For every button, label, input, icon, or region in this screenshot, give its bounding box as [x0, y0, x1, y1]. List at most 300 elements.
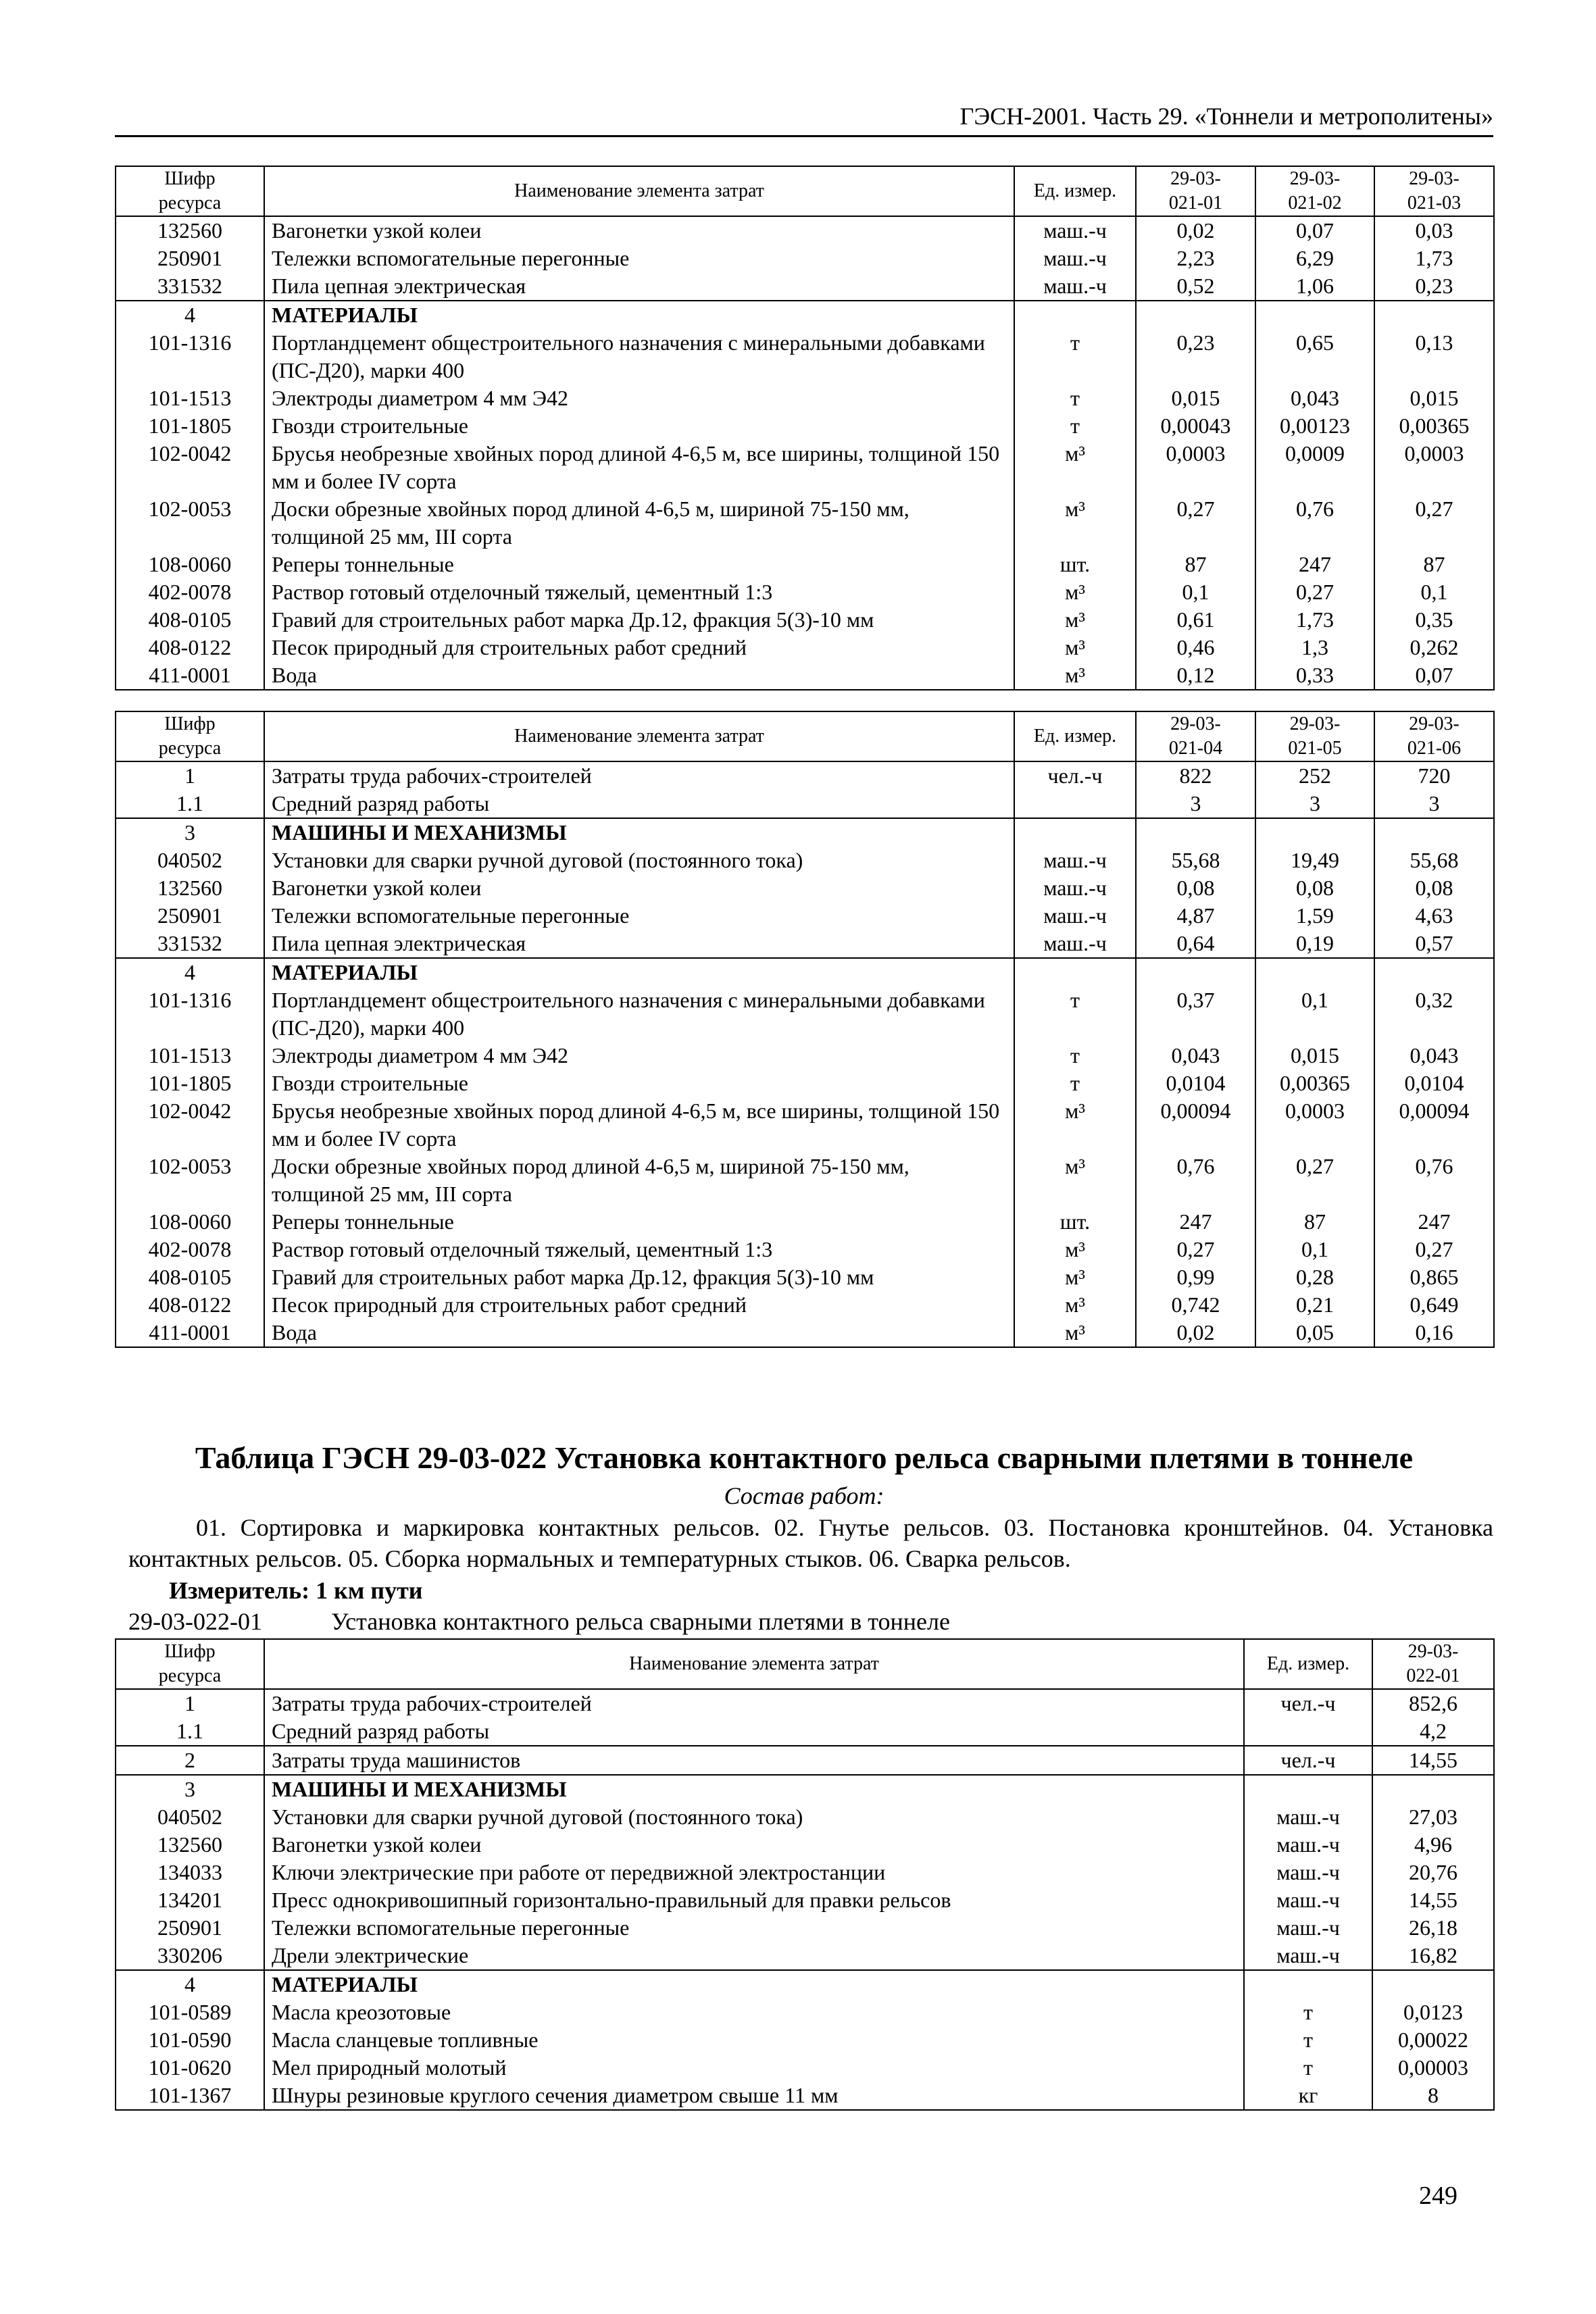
table-row — [116, 1263, 1494, 1291]
table-row — [116, 1998, 1494, 2026]
cost-element-name-cell: Установки для сварки ручной дуговой (постоянного тока) — [264, 1803, 1244, 1831]
unit-cell — [1244, 1775, 1372, 1803]
resource-code-cell: 408-0122 — [116, 634, 264, 661]
unit-cell: маш.-ч — [1014, 245, 1136, 272]
norm-value-cell: 0,33 — [1255, 661, 1374, 690]
resource-code-cell: 250901 — [116, 1914, 264, 1942]
norm-value-cell: 14,55 — [1372, 1746, 1494, 1775]
norm-value-cell: 0,27 — [1374, 1236, 1494, 1263]
table-row — [116, 930, 1494, 958]
resource-code-cell: 102-0042 — [116, 1097, 264, 1153]
norm-value-cell: 0,0104 — [1136, 1070, 1255, 1097]
table-row — [116, 1097, 1494, 1153]
cost-element-name-cell: Средний разряд работы — [264, 790, 1014, 818]
cost-element-name-cell: Дрели электрические — [264, 1942, 1244, 1970]
unit-cell: т — [1014, 1070, 1136, 1097]
composition-text: 01. Сортировка и маркировка контактных рельсов. 02. Гнутье рельсов. 03. Постановка кронштейнов. 04. Установка контактных рельсов. 05. Сборка нормальных и температурных стыков. 06. Сварка рельсов. — [128, 1514, 1493, 1572]
norm-value-cell: 0,07 — [1255, 216, 1374, 245]
norm-value-cell: 0,46 — [1136, 634, 1255, 661]
norm-value-cell: 16,82 — [1372, 1942, 1494, 1970]
norm-value-cell: 14,55 — [1372, 1886, 1494, 1914]
norm-value-cell: 0,1 — [1255, 986, 1374, 1042]
norm-value-cell: 0,00123 — [1255, 412, 1374, 440]
norm-value-cell: 0,742 — [1136, 1291, 1255, 1319]
norm-value-cell: 0,76 — [1255, 495, 1374, 551]
section-row — [116, 1970, 1494, 1998]
col-header-021-03: 29-03- 021-03 — [1374, 166, 1494, 216]
table-row — [116, 1831, 1494, 1859]
resource-code-cell: 250901 — [116, 902, 264, 930]
norm-value-cell: 0,64 — [1136, 930, 1255, 958]
norm-value-cell: 0,57 — [1374, 930, 1494, 958]
cost-element-name-cell: Брусья необрезные хвойных пород длиной 4-6,5 м, все ширины, толщиной 150 мм и более IV сорта — [264, 1097, 1014, 1153]
resource-code-cell: 331532 — [116, 930, 264, 958]
table-row — [116, 2054, 1494, 2082]
resource-code-cell: 4 — [116, 1970, 264, 1998]
unit-cell: маш.-ч — [1014, 874, 1136, 902]
norm-value-cell: 0,865 — [1374, 1263, 1494, 1291]
unit-cell: т — [1244, 1998, 1372, 2026]
resource-code-cell: 102-0053 — [116, 495, 264, 551]
resource-code-cell: 101-1805 — [116, 1070, 264, 1097]
resource-code-cell: 411-0001 — [116, 1319, 264, 1347]
col-header-code: Шифр ресурса — [116, 711, 264, 761]
table-row — [116, 329, 1494, 384]
cost-element-name-cell: Шнуры резиновые круглого сечения диаметром свыше 11 мм — [264, 2082, 1244, 2110]
norm-value-cell: 0,0123 — [1372, 1998, 1494, 2026]
norm-value-cell: 0,65 — [1255, 329, 1374, 384]
unit-cell: т — [1014, 1042, 1136, 1070]
unit-cell: м³ — [1014, 495, 1136, 551]
section-row — [116, 301, 1494, 329]
unit-cell: маш.-ч — [1244, 1942, 1372, 1970]
table-row — [116, 272, 1494, 301]
norm-value-cell: 4,2 — [1372, 1717, 1494, 1746]
unit-cell: чел.-ч — [1244, 1746, 1372, 1775]
table-row — [116, 1914, 1494, 1942]
norm-value-cell: 252 — [1255, 761, 1374, 790]
unit-cell: м³ — [1014, 578, 1136, 606]
col-header-unit: Ед. измер. — [1014, 166, 1136, 216]
col-header-unit: Ед. измер. — [1244, 1639, 1372, 1689]
norm-value-cell: 0,00365 — [1255, 1070, 1374, 1097]
norm-value-cell — [1255, 301, 1374, 329]
table-row — [116, 847, 1494, 874]
col-header-name: Наименование элемента затрат — [264, 711, 1014, 761]
norm-value-cell: 0,00022 — [1372, 2026, 1494, 2054]
norm-value-cell: 0,1 — [1136, 578, 1255, 606]
section-row — [116, 958, 1494, 986]
norm-value-cell: 247 — [1374, 1208, 1494, 1236]
table-row — [116, 384, 1494, 412]
norm-value-cell: 0,76 — [1374, 1153, 1494, 1208]
unit-cell: м³ — [1014, 1291, 1136, 1319]
resource-table-021-01-03 — [115, 166, 1495, 690]
table-row — [116, 1717, 1494, 1746]
table-row — [116, 606, 1494, 634]
unit-cell: шт. — [1014, 551, 1136, 578]
table-row — [116, 902, 1494, 930]
cost-element-name-cell: Электроды диаметром 4 мм Э42 — [264, 384, 1014, 412]
norm-value-cell: 0,03 — [1374, 216, 1494, 245]
resource-code-cell: 1 — [116, 1689, 264, 1717]
page-number: 249 — [1419, 2182, 1457, 2210]
norm-value-cell: 0,99 — [1136, 1263, 1255, 1291]
cost-element-name-cell: Песок природный для строительных работ средний — [264, 1291, 1014, 1319]
unit-cell: чел.-ч — [1014, 761, 1136, 790]
resource-code-cell: 1 — [116, 761, 264, 790]
norm-value-cell: 0,043 — [1374, 1042, 1494, 1070]
cost-element-name-cell: Гравий для строительных работ марка Др.12, фракция 5(3)-10 мм — [264, 1263, 1014, 1291]
norm-value-cell: 852,6 — [1372, 1689, 1494, 1717]
norm-value-cell: 0,76 — [1136, 1153, 1255, 1208]
norm-value-cell: 0,00094 — [1374, 1097, 1494, 1153]
resource-code-cell: 101-1513 — [116, 1042, 264, 1070]
cost-element-name-cell: Раствор готовый отделочный тяжелый, цементный 1:3 — [264, 578, 1014, 606]
norm-value-cell: 0,0003 — [1255, 1097, 1374, 1153]
resource-code-cell: 134033 — [116, 1859, 264, 1886]
cost-element-name-cell: Ключи электрические при работе от передвижной электростанции — [264, 1859, 1244, 1886]
norm-value-cell: 0,07 — [1374, 661, 1494, 690]
cost-element-name-cell: Вагонетки узкой колеи — [264, 1831, 1244, 1859]
norm-value-cell: 87 — [1255, 1208, 1374, 1236]
norm-value-cell: 8 — [1372, 2082, 1494, 2110]
norm-value-cell: 6,29 — [1255, 245, 1374, 272]
measure-unit: Измеритель: 1 км пути — [169, 1577, 423, 1604]
table-row — [116, 1291, 1494, 1319]
table-header-row — [116, 711, 1494, 761]
composition-label: Состав работ: — [724, 1482, 884, 1509]
unit-cell — [1244, 1717, 1372, 1746]
variant-code: 29-03-022-01 — [128, 1608, 262, 1635]
col-header-021-06: 29-03- 021-06 — [1374, 711, 1494, 761]
norm-value-cell: 0,0003 — [1374, 440, 1494, 495]
cost-element-name-cell: Вагонетки узкой колеи — [264, 216, 1014, 245]
resource-code-cell: 411-0001 — [116, 661, 264, 690]
cost-element-name-cell: МАТЕРИАЛЫ — [264, 301, 1014, 329]
table-row — [116, 440, 1494, 495]
norm-value-cell: 0,32 — [1374, 986, 1494, 1042]
col-header-code: Шифр ресурса — [116, 1639, 264, 1689]
resource-code-cell: 408-0105 — [116, 1263, 264, 1291]
cost-element-name-cell: Электроды диаметром 4 мм Э42 — [264, 1042, 1014, 1070]
norm-value-cell: 0,00365 — [1374, 412, 1494, 440]
norm-value-cell: 4,87 — [1136, 902, 1255, 930]
unit-cell: маш.-ч — [1244, 1914, 1372, 1942]
cost-element-name-cell: Раствор готовый отделочный тяжелый, цементный 1:3 — [264, 1236, 1014, 1263]
norm-value-cell: 0,27 — [1374, 495, 1494, 551]
resource-code-cell: 408-0122 — [116, 1291, 264, 1319]
norm-value-cell: 720 — [1374, 761, 1494, 790]
norm-value-cell — [1374, 818, 1494, 847]
norm-value-cell: 0,27 — [1255, 578, 1374, 606]
norm-value-cell: 0,00043 — [1136, 412, 1255, 440]
norm-value-cell — [1255, 958, 1374, 986]
resource-code-cell: 4 — [116, 958, 264, 986]
norm-value-cell: 0,015 — [1136, 384, 1255, 412]
resource-code-cell: 132560 — [116, 216, 264, 245]
table-row — [116, 2026, 1494, 2054]
unit-cell: маш.-ч — [1014, 272, 1136, 301]
norm-value-cell: 0,13 — [1374, 329, 1494, 384]
col-header-021-02: 29-03- 021-02 — [1255, 166, 1374, 216]
cost-element-name-cell: Гравий для строительных работ марка Др.12, фракция 5(3)-10 мм — [264, 606, 1014, 634]
cost-element-name-cell: МАТЕРИАЛЫ — [264, 1970, 1244, 1998]
cost-element-name-cell: Мел природный молотый — [264, 2054, 1244, 2082]
norm-value-cell: 822 — [1136, 761, 1255, 790]
norm-value-cell — [1136, 958, 1255, 986]
resource-code-cell: 408-0105 — [116, 606, 264, 634]
cost-element-name-cell: Портландцемент общестроительного назначения с минеральными добавками (ПС-Д20), марки 400 — [264, 986, 1014, 1042]
norm-value-cell: 0,61 — [1136, 606, 1255, 634]
norm-value-cell: 0,1 — [1374, 578, 1494, 606]
resource-code-cell: 101-0589 — [116, 1998, 264, 2026]
cost-element-name-cell: Затраты труда рабочих-строителей — [264, 1689, 1244, 1717]
norm-value-cell: 0,08 — [1136, 874, 1255, 902]
unit-cell: маш.-ч — [1244, 1831, 1372, 1859]
unit-cell — [1014, 958, 1136, 986]
col-header-021-04: 29-03- 021-04 — [1136, 711, 1255, 761]
norm-value-cell: 247 — [1136, 1208, 1255, 1236]
cost-element-name-cell: Реперы тоннельные — [264, 1208, 1014, 1236]
resource-code-cell: 108-0060 — [116, 551, 264, 578]
norm-value-cell: 0,1 — [1255, 1236, 1374, 1263]
norm-value-cell: 0,35 — [1374, 606, 1494, 634]
cost-element-name-cell: Затраты труда рабочих-строителей — [264, 761, 1014, 790]
table-row — [116, 578, 1494, 606]
norm-value-cell — [1374, 301, 1494, 329]
norm-value-cell — [1374, 958, 1494, 986]
resource-table-021-04-06 — [115, 711, 1495, 1348]
table-row — [116, 1042, 1494, 1070]
unit-cell: м³ — [1014, 1263, 1136, 1291]
norm-value-cell: 4,63 — [1374, 902, 1494, 930]
unit-cell: т — [1014, 384, 1136, 412]
resource-code-cell: 101-1805 — [116, 412, 264, 440]
norm-value-cell: 1,73 — [1374, 245, 1494, 272]
norm-value-cell: 0,02 — [1136, 1319, 1255, 1347]
section-row — [116, 1775, 1494, 1803]
resource-table-022-01 — [115, 1638, 1495, 2111]
cost-element-name-cell: Вода — [264, 1319, 1014, 1347]
table-row — [116, 1236, 1494, 1263]
unit-cell: т — [1244, 2054, 1372, 2082]
resource-code-cell: 101-1367 — [116, 2082, 264, 2110]
norm-value-cell: 3 — [1255, 790, 1374, 818]
resource-code-cell: 101-0620 — [116, 2054, 264, 2082]
unit-cell: м³ — [1014, 1319, 1136, 1347]
resource-code-cell: 2 — [116, 1746, 264, 1775]
resource-code-cell: 250901 — [116, 245, 264, 272]
table-row — [116, 245, 1494, 272]
unit-cell: т — [1014, 412, 1136, 440]
table-row — [116, 1319, 1494, 1347]
unit-cell: м³ — [1014, 1236, 1136, 1263]
cost-element-name-cell: Песок природный для строительных работ средний — [264, 634, 1014, 661]
unit-cell: маш.-ч — [1244, 1886, 1372, 1914]
cost-element-name-cell: Тележки вспомогательные перегонные — [264, 902, 1014, 930]
col-header-name: Наименование элемента затрат — [264, 166, 1014, 216]
norm-value-cell — [1255, 818, 1374, 847]
norm-value-cell: 1,73 — [1255, 606, 1374, 634]
norm-value-cell: 0,00003 — [1372, 2054, 1494, 2082]
table-row — [116, 661, 1494, 690]
norm-value-cell: 0,05 — [1255, 1319, 1374, 1347]
cost-element-name-cell: Гвозди строительные — [264, 1070, 1014, 1097]
cost-element-name-cell: Установки для сварки ручной дуговой (постоянного тока) — [264, 847, 1014, 874]
unit-cell: м³ — [1014, 606, 1136, 634]
resource-code-cell: 3 — [116, 818, 264, 847]
table-row — [116, 1942, 1494, 1970]
resource-code-cell: 4 — [116, 301, 264, 329]
table-row — [116, 634, 1494, 661]
norm-value-cell: 0,23 — [1374, 272, 1494, 301]
cost-element-name-cell: Средний разряд работы — [264, 1717, 1244, 1746]
cost-element-name-cell: Вагонетки узкой колеи — [264, 874, 1014, 902]
cost-element-name-cell: Масла сланцевые топливные — [264, 2026, 1244, 2054]
cost-element-name-cell: Брусья необрезные хвойных пород длиной 4-6,5 м, все ширины, толщиной 150 мм и более IV сорта — [264, 440, 1014, 495]
norm-value-cell: 0,08 — [1255, 874, 1374, 902]
unit-cell: т — [1014, 329, 1136, 384]
norm-value-cell: 247 — [1255, 551, 1374, 578]
norm-value-cell: 1,59 — [1255, 902, 1374, 930]
unit-cell: маш.-ч — [1244, 1859, 1372, 1886]
norm-value-cell: 26,18 — [1372, 1914, 1494, 1942]
unit-cell: м³ — [1014, 1153, 1136, 1208]
col-header-code: Шифр ресурса — [116, 166, 264, 216]
unit-cell: маш.-ч — [1014, 930, 1136, 958]
table-row — [116, 1859, 1494, 1886]
unit-cell — [1014, 818, 1136, 847]
unit-cell: м³ — [1014, 440, 1136, 495]
norm-value-cell: 4,96 — [1372, 1831, 1494, 1859]
table-row — [116, 495, 1494, 551]
unit-cell: т — [1244, 2026, 1372, 2054]
norm-value-cell: 55,68 — [1136, 847, 1255, 874]
table-row — [116, 551, 1494, 578]
unit-cell: м³ — [1014, 1097, 1136, 1153]
norm-value-cell: 0,21 — [1255, 1291, 1374, 1319]
resource-code-cell: 108-0060 — [116, 1208, 264, 1236]
table-row — [116, 1153, 1494, 1208]
running-header — [115, 101, 1493, 137]
norm-value-cell: 0,649 — [1374, 1291, 1494, 1319]
norm-value-cell: 87 — [1374, 551, 1494, 578]
table-header-row — [116, 1639, 1494, 1689]
table-row — [116, 1208, 1494, 1236]
cost-element-name-cell: Гвозди строительные — [264, 412, 1014, 440]
norm-value-cell: 0,015 — [1374, 384, 1494, 412]
norm-value-cell: 55,68 — [1374, 847, 1494, 874]
col-header-name: Наименование элемента затрат — [264, 1639, 1244, 1689]
resource-code-cell: 402-0078 — [116, 1236, 264, 1263]
resource-code-cell: 040502 — [116, 847, 264, 874]
running-header-title: ГЭСН-2001. Часть 29. «Тоннели и метрополитены» — [959, 103, 1493, 130]
resource-code-cell: 132560 — [116, 874, 264, 902]
section-row — [116, 818, 1494, 847]
unit-cell: маш.-ч — [1014, 216, 1136, 245]
col-header-022-01: 29-03- 022-01 — [1372, 1639, 1494, 1689]
resource-code-cell: 402-0078 — [116, 578, 264, 606]
unit-cell: кг — [1244, 2082, 1372, 2110]
unit-cell: м³ — [1014, 661, 1136, 690]
cost-element-name-cell: МАШИНЫ И МЕХАНИЗМЫ — [264, 818, 1014, 847]
norm-value-cell: 0,27 — [1136, 1236, 1255, 1263]
cost-element-name-cell: Доски обрезные хвойных пород длиной 4-6,5 м, шириной 75-150 мм, толщиной 25 мм, III сорта — [264, 495, 1014, 551]
cost-element-name-cell: Пила цепная электрическая — [264, 930, 1014, 958]
resource-code-cell: 1.1 — [116, 790, 264, 818]
table-row — [116, 1886, 1494, 1914]
norm-value-cell: 0,08 — [1374, 874, 1494, 902]
norm-value-cell — [1136, 301, 1255, 329]
resource-code-cell: 102-0053 — [116, 1153, 264, 1208]
resource-code-cell: 1.1 — [116, 1717, 264, 1746]
norm-value-cell — [1136, 818, 1255, 847]
norm-value-cell: 0,0003 — [1136, 440, 1255, 495]
cost-element-name-cell: Затраты труда машинистов — [264, 1746, 1244, 1775]
norm-value-cell: 0,02 — [1136, 216, 1255, 245]
unit-cell — [1014, 790, 1136, 818]
cost-element-name-cell: Тележки вспомогательные перегонные — [264, 245, 1014, 272]
cost-element-name-cell: Вода — [264, 661, 1014, 690]
resource-code-cell: 102-0042 — [116, 440, 264, 495]
table-header-row — [116, 166, 1494, 216]
resource-code-cell: 330206 — [116, 1942, 264, 1970]
table-row — [116, 1070, 1494, 1097]
norm-value-cell: 3 — [1136, 790, 1255, 818]
resource-code-cell: 040502 — [116, 1803, 264, 1831]
resource-code-cell: 132560 — [116, 1831, 264, 1859]
norm-value-cell: 27,03 — [1372, 1803, 1494, 1831]
unit-cell: чел.-ч — [1244, 1689, 1372, 1717]
norm-value-cell: 0,27 — [1255, 1153, 1374, 1208]
norm-value-cell: 0,262 — [1374, 634, 1494, 661]
unit-cell: м³ — [1014, 634, 1136, 661]
unit-cell: маш.-ч — [1244, 1803, 1372, 1831]
norm-value-cell: 3 — [1374, 790, 1494, 818]
unit-cell — [1244, 1970, 1372, 1998]
table-row — [116, 1746, 1494, 1775]
unit-cell — [1014, 301, 1136, 329]
norm-value-cell: 1,3 — [1255, 634, 1374, 661]
norm-value-cell: 87 — [1136, 551, 1255, 578]
cost-element-name-cell: Реперы тоннельные — [264, 551, 1014, 578]
resource-code-cell: 101-1513 — [116, 384, 264, 412]
variant-name: Установка контактного рельса сварными плетями в тоннеле — [331, 1608, 950, 1635]
norm-value-cell: 0,043 — [1136, 1042, 1255, 1070]
norm-value-cell: 19,49 — [1255, 847, 1374, 874]
table-row — [116, 216, 1494, 245]
norm-value-cell: 0,0104 — [1374, 1070, 1494, 1097]
norm-value-cell: 0,37 — [1136, 986, 1255, 1042]
col-header-unit: Ед. измер. — [1014, 711, 1136, 761]
norm-value-cell: 1,06 — [1255, 272, 1374, 301]
cost-element-name-cell: МАШИНЫ И МЕХАНИЗМЫ — [264, 1775, 1244, 1803]
cost-element-name-cell: Пила цепная электрическая — [264, 272, 1014, 301]
table-row — [116, 1689, 1494, 1717]
col-header-021-01: 29-03- 021-01 — [1136, 166, 1255, 216]
cost-element-name-cell: Пресс однокривошипный горизонтально-правильный для правки рельсов — [264, 1886, 1244, 1914]
resource-code-cell: 134201 — [116, 1886, 264, 1914]
norm-value-cell — [1372, 1775, 1494, 1803]
cost-element-name-cell: Масла креозотовые — [264, 1998, 1244, 2026]
norm-value-cell: 0,015 — [1255, 1042, 1374, 1070]
cost-element-name-cell: Тележки вспомогательные перегонные — [264, 1914, 1244, 1942]
table-title: Таблица ГЭСН 29-03-022 Установка контактного рельса сварными плетями в тоннеле — [195, 1440, 1414, 1475]
table-row — [116, 874, 1494, 902]
table-row — [116, 2082, 1494, 2110]
table-row — [116, 761, 1494, 790]
